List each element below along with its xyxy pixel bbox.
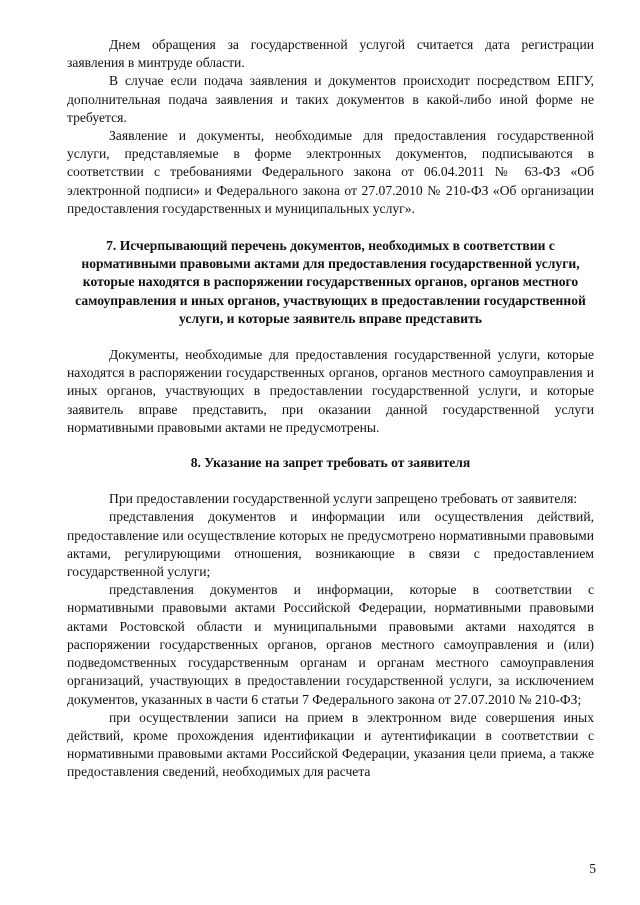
paragraph-registration-date: Днем обращения за государственной услугой считается дата регистрации заявления в минтруде области.	[67, 37, 594, 71]
document-page	[67, 36, 594, 782]
section-7-paragraph: Документы, необходимые для предоставления государственной услуги, которые находятся в распоряжении государственных органов, органов местного самоуправления и иных органов, участвующих в предоставлении государственной услуги, и которые заявитель вправе представить, при оказании данной государственной услуги нормативными правовыми актами не предусмотрены.	[67, 347, 594, 435]
section-7-heading: 7. Исчерпывающий перечень документов, необходимых в соответствии с нормативными правовыми актами для предоставления государственной услуги, которые находятся в распоряжении государственных органов, органов местного самоуправления и иных органов, участвующих в предоставлении государственной услуги, и которые заявитель вправе представить	[75, 238, 586, 326]
section-8-paragraph-intro: При предоставлении государственной услуги запрещено требовать от заявителя:	[109, 491, 578, 507]
section-8-paragraph-electronic-record: при осуществлении записи на прием в электронном виде совершения иных действий, кроме прохождения идентификации и аутентификации в соответствии с нормативными правовыми актами Российской Федерации, указания цели приема, а также предоставления сведений, необходимых для расчета	[67, 709, 594, 780]
paragraph-electronic-signature: Заявление и документы, необходимые для предоставления государственной услуги, представляемые в форме электронных документов, подписываются в соответствии с требованиями Федерального закона от 06.04.2011 № 63-ФЗ «Об электронной подписи» и Федерального закона от 27.07.2010 № 210-ФЗ «Об организации предоставления государственных и муниципальных услуг».	[67, 128, 594, 216]
section-8-paragraph-documents: представления документов и информации, которые в соответствии с нормативными правовыми актами Российской Федерации, нормативными правовыми актами Ростовской области и муниципальными правовыми актами находятся в распоряжении государственных органов, органов местного самоуправления и (или) подведомственных государственным органам и органам местного самоуправления организаций, участвующих в предоставлении государственной услуги, за исключением документов, указанных в части 6 статьи 7 Федерального закона от 27.07.2010 № 210-ФЗ;	[67, 582, 594, 707]
page-number: 5	[589, 861, 596, 876]
section-8-heading: 8. Указание на запрет требовать от заявителя	[190, 455, 471, 471]
section-8-paragraph-actions: представления документов и информации или осуществления действий, предоставление или осуществление которых не предусмотрено нормативными правовыми актами, регулирующими отношения, возникающие в связи с предоставлением государственной услуги;	[67, 509, 594, 580]
paragraph-epgu-submission: В случае если подача заявления и документов происходит посредством ЕПГУ, дополнительная подача заявления и таких документов в какой-либо иной форме не требуется.	[67, 73, 594, 125]
